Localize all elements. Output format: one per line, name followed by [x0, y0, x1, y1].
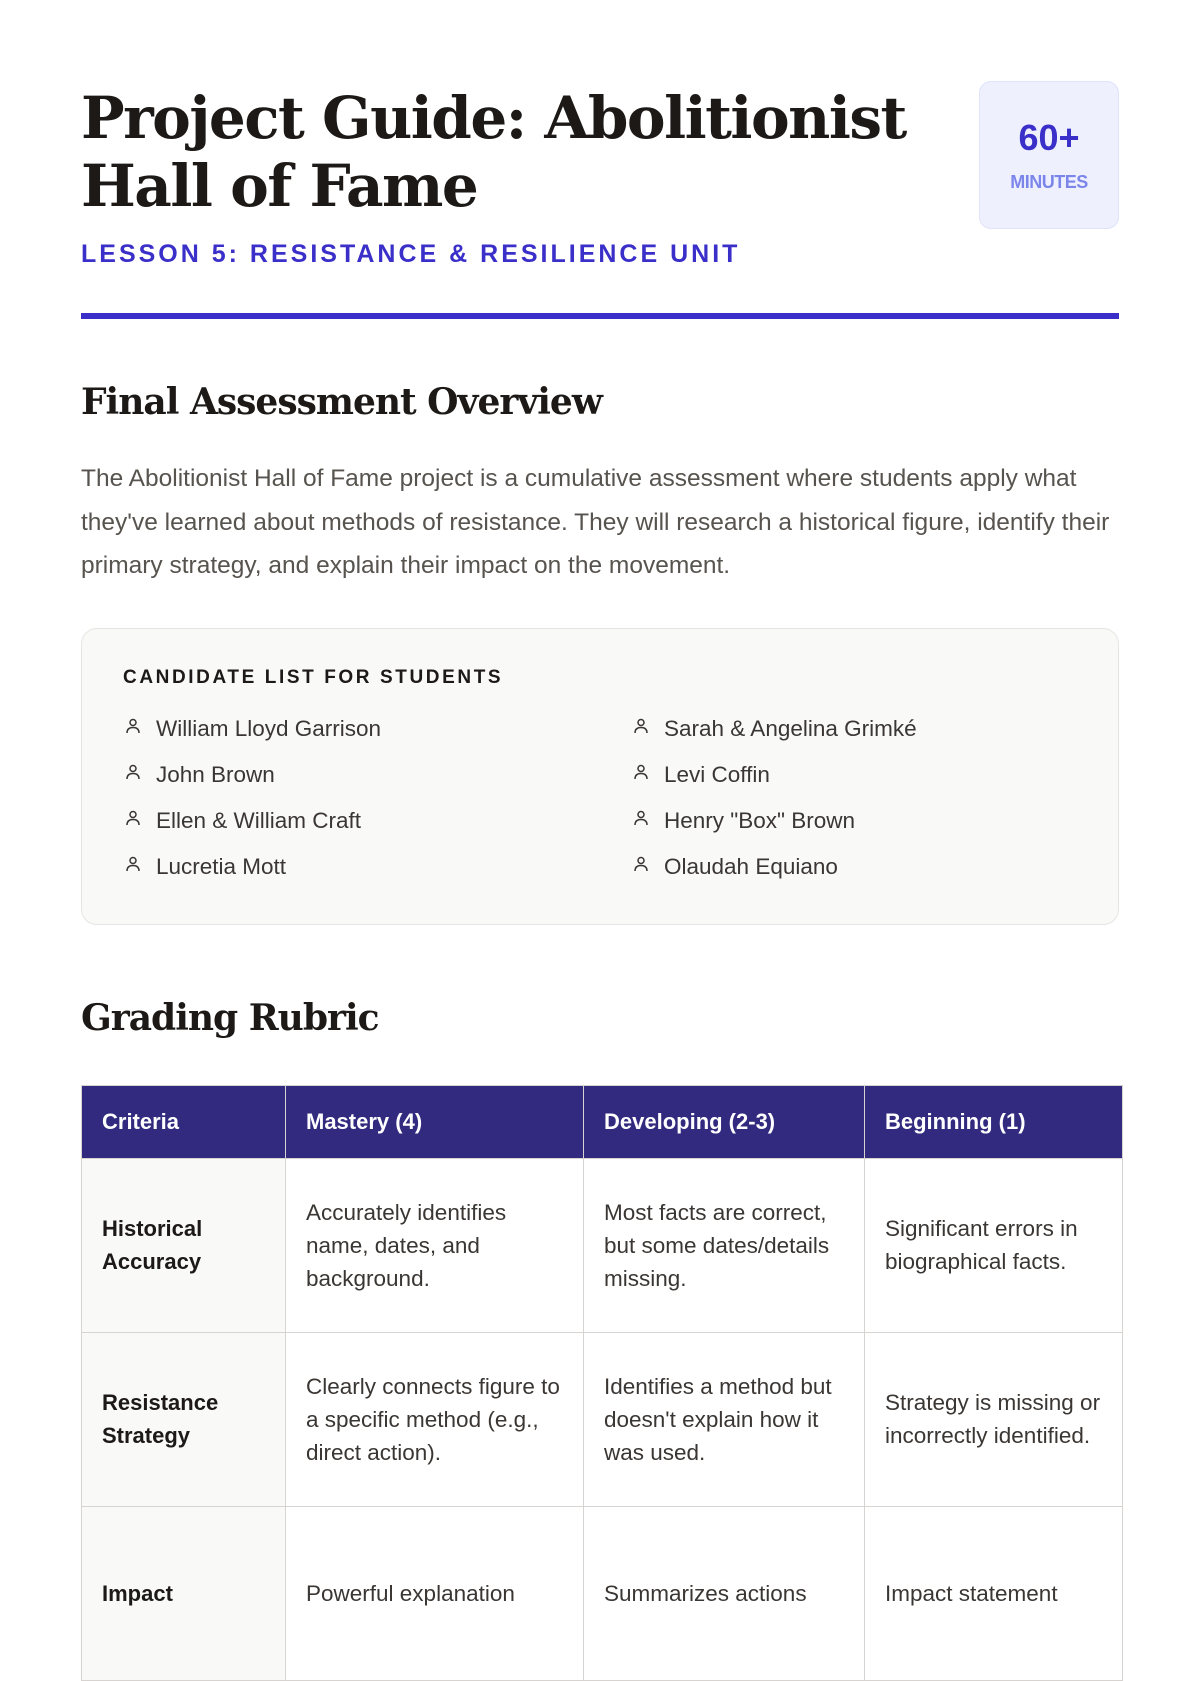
candidate-name: Ellen & William Craft [156, 807, 362, 833]
table-row [82, 1158, 1123, 1332]
person-icon [123, 808, 156, 834]
mastery-cell: Accurately identifies name, dates, and background. [286, 1158, 584, 1332]
candidate-name: William Lloyd Garrison [156, 715, 382, 741]
column-header-developing: Developing (2-3) [584, 1085, 865, 1158]
developing-cell: Summarizes actions [584, 1506, 865, 1680]
table-row [82, 1506, 1123, 1680]
candidate-list-title: CANDIDATE LIST FOR STUDENTS [123, 666, 504, 688]
candidate-name: Lucretia Mott [156, 853, 287, 879]
rubric-table [81, 1085, 1123, 1681]
candidate-name: Levi Coffin [664, 761, 770, 787]
candidate-item [123, 752, 631, 798]
page-title: Project Guide: Abolitionist Hall of Fame [81, 84, 906, 220]
candidate-name: Sarah & Angelina Grimké [664, 715, 917, 741]
overview-heading: Final Assessment Overview [81, 381, 602, 423]
developing-cell: Most facts are correct, but some dates/details missing. [584, 1158, 865, 1332]
beginning-cell: Impact statement [865, 1506, 1123, 1680]
criteria-cell: Historical Accuracy [82, 1158, 286, 1332]
candidate-name: Henry "Box" Brown [664, 807, 856, 833]
candidate-item [631, 706, 1078, 752]
table-row [82, 1332, 1123, 1506]
person-icon [631, 808, 664, 834]
rubric-header-row [82, 1085, 1123, 1158]
person-icon [123, 762, 156, 788]
candidate-item [123, 706, 631, 752]
duration-label: MINUTES [1010, 171, 1088, 192]
header-divider [81, 313, 1119, 319]
candidate-item [631, 752, 1078, 798]
rubric-heading: Grading Rubric [81, 996, 379, 1039]
candidate-item [123, 798, 631, 844]
duration-value: 60+ [1018, 116, 1080, 158]
mastery-cell: Clearly connects figure to a specific method (e.g., direct action). [286, 1332, 584, 1506]
person-icon [123, 716, 156, 742]
candidate-name: Olaudah Equiano [664, 853, 838, 879]
header-text [81, 80, 961, 269]
header [81, 80, 1119, 269]
beginning-cell: Strategy is missing or incorrectly identified. [865, 1332, 1123, 1506]
column-header-criteria: Criteria [82, 1085, 286, 1158]
person-icon [123, 854, 156, 880]
developing-cell: Identifies a method but doesn't explain how it was used. [584, 1332, 865, 1506]
duration-badge [979, 81, 1119, 229]
mastery-cell: Powerful explanation [286, 1506, 584, 1680]
beginning-cell: Significant errors in biographical facts. [865, 1158, 1123, 1332]
overview-paragraph: The Abolitionist Hall of Fame project is a cumulative assessment where students apply what they've learned about methods of resistance. They will research a historical figure, identify their primary strategy, and explain their impact on the movement. [81, 465, 1110, 579]
candidate-item [631, 798, 1078, 844]
candidate-name: John Brown [156, 761, 275, 787]
column-header-beginning: Beginning (1) [865, 1085, 1123, 1158]
candidate-item [123, 844, 631, 890]
person-icon [631, 854, 664, 880]
candidate-item [631, 844, 1078, 890]
column-header-mastery: Mastery (4) [286, 1085, 584, 1158]
candidate-list [123, 706, 1078, 890]
candidate-list-card [81, 628, 1119, 925]
person-icon [631, 762, 664, 788]
lesson-subtitle: LESSON 5: RESISTANCE & RESILIENCE UNIT [81, 240, 741, 268]
criteria-cell: Impact [82, 1506, 286, 1680]
person-icon [631, 716, 664, 742]
criteria-cell: Resistance Strategy [82, 1332, 286, 1506]
